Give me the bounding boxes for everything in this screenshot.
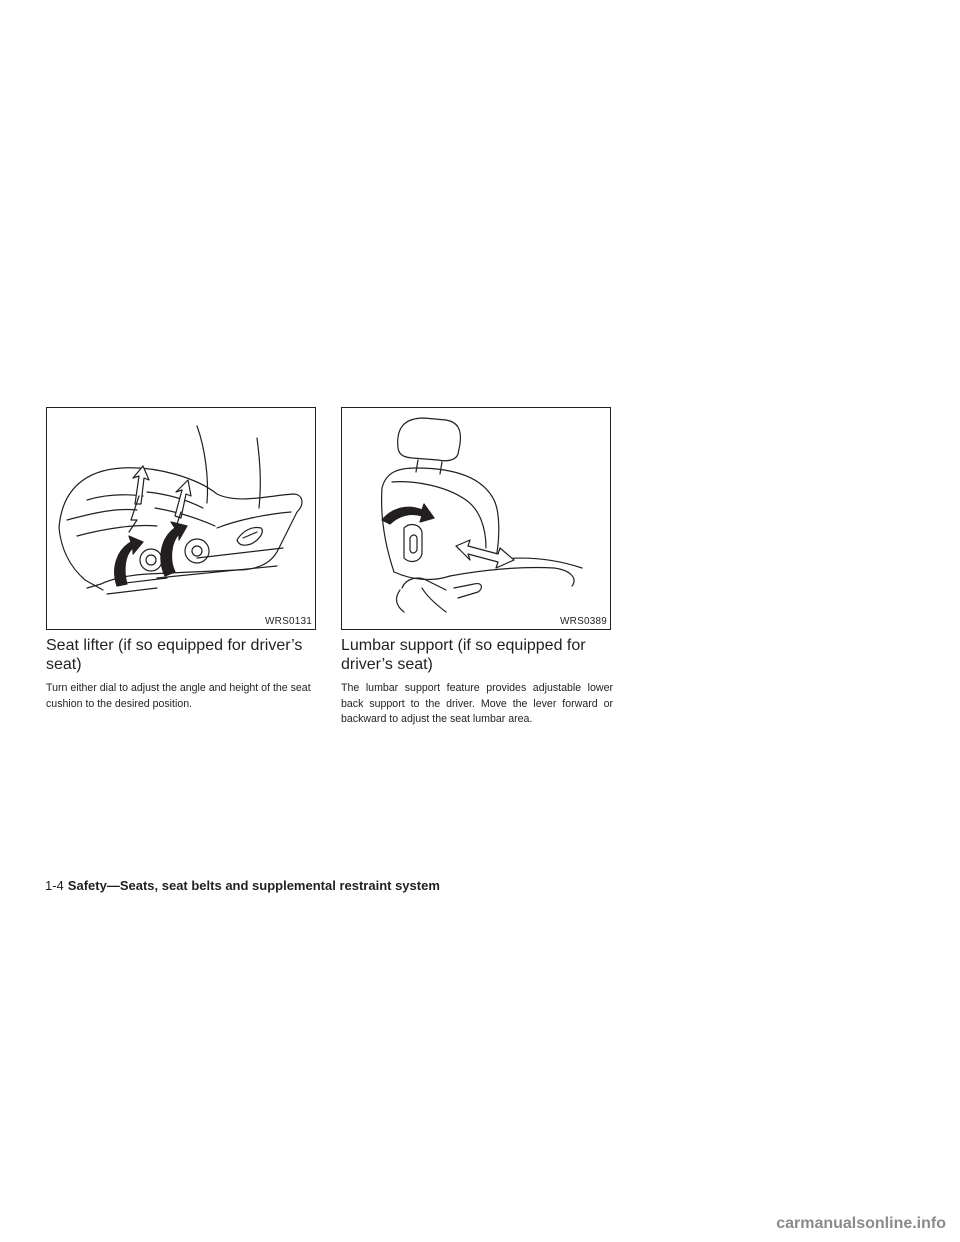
figure-code: WRS0131 — [265, 616, 312, 627]
lumbar-support-figure — [341, 407, 611, 630]
seat-lifter-illustration — [47, 408, 315, 629]
lumbar-support-heading: Lumbar support (if so equipped for driver’s seat) — [341, 637, 586, 673]
footer-section-title: Safety—Seats, seat belts and supplemental restraint system — [67, 878, 440, 893]
seat-lifter-figure — [46, 407, 316, 630]
page-footer — [45, 878, 440, 894]
watermark-text: carmanualsonline.info — [776, 1215, 946, 1232]
page-number: 1-4 — [45, 878, 64, 893]
seat-lifter-body: Turn either dial to adjust the angle and height of the seat cushion to the desired position. — [46, 682, 311, 710]
lumbar-support-body: The lumbar support feature provides adjustable lower back support to the driver. Move the lever forward or backward to adjust the seat lumbar area. — [341, 682, 613, 725]
seat-lifter-heading: Seat lifter (if so equipped for driver’s seat) — [46, 637, 303, 673]
figure-code: WRS0389 — [560, 616, 607, 627]
lumbar-support-illustration — [342, 408, 610, 629]
